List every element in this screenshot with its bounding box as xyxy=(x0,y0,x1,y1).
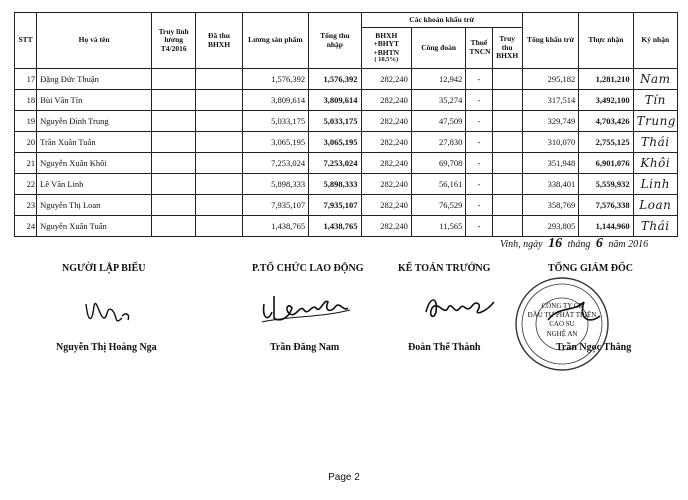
cell-pit: - xyxy=(466,90,492,111)
cell-union-fee: 35,274 xyxy=(411,90,465,111)
cell-signature: Thái xyxy=(633,216,677,237)
header-pit: Thuế TNCN xyxy=(466,28,492,69)
cell-retro-bhxh xyxy=(492,174,522,195)
cell-net-pay: 3,492,100 xyxy=(579,90,633,111)
cell-insurance-paid xyxy=(196,174,242,195)
header-name: Họ và tên xyxy=(37,13,152,69)
table-row xyxy=(15,111,678,132)
cell-total-deduction: 329,749 xyxy=(522,111,578,132)
cell-name: Trần Xuân Tuấn xyxy=(37,132,152,153)
cell-bhxh: 282,240 xyxy=(361,216,411,237)
cell-net-pay: 7,576,338 xyxy=(579,195,633,216)
cell-bhxh: 282,240 xyxy=(361,132,411,153)
date-line xyxy=(500,236,648,252)
cell-bhxh: 282,240 xyxy=(361,153,411,174)
cell-insurance-paid xyxy=(196,132,242,153)
cell-name: Nguyễn Xuân Khôi xyxy=(37,153,152,174)
cell-product-wage: 1,438,765 xyxy=(242,216,308,237)
cell-insurance-paid xyxy=(196,69,242,90)
cell-pit: - xyxy=(466,153,492,174)
cell-union-fee: 47,509 xyxy=(411,111,465,132)
header-bhxh: BHXH +BHYT +BHTN ( 10,5%) xyxy=(361,28,411,69)
cell-signature: Khôi xyxy=(633,153,677,174)
cell-product-wage: 3,065,195 xyxy=(242,132,308,153)
cell-name: Lê Văn Linh xyxy=(37,174,152,195)
cell-retro-bhxh xyxy=(492,195,522,216)
table-row xyxy=(15,132,678,153)
cell-stt: 24 xyxy=(15,216,37,237)
cell-product-wage: 7,253,024 xyxy=(242,153,308,174)
cell-retro-pay xyxy=(152,153,196,174)
cell-net-pay: 1,144,960 xyxy=(579,216,633,237)
cell-total-deduction: 295,182 xyxy=(522,69,578,90)
cell-total-income: 1,438,765 xyxy=(309,216,361,237)
cell-union-fee: 11,565 xyxy=(411,216,465,237)
cell-net-pay: 6,901,076 xyxy=(579,153,633,174)
table-row xyxy=(15,90,678,111)
seal-line-4: NGHỆ AN xyxy=(546,330,578,338)
cell-retro-bhxh xyxy=(492,111,522,132)
header-sign: Ký nhận xyxy=(633,13,677,69)
cell-bhxh: 282,240 xyxy=(361,174,411,195)
union-name: Trần Đăng Nam xyxy=(270,342,340,353)
cell-pit: - xyxy=(466,69,492,90)
header-insurance-paid: Đã thu BHXH xyxy=(196,13,242,69)
cell-retro-pay xyxy=(152,195,196,216)
cell-union-fee: 12,942 xyxy=(411,69,465,90)
cell-product-wage: 7,935,107 xyxy=(242,195,308,216)
cell-retro-pay xyxy=(152,174,196,195)
cell-net-pay: 5,559,932 xyxy=(579,174,633,195)
cell-total-income: 3,809,614 xyxy=(309,90,361,111)
cell-stt: 19 xyxy=(15,111,37,132)
cell-union-fee: 76,529 xyxy=(411,195,465,216)
cell-name: Nguyễn Thị Loan xyxy=(37,195,152,216)
cell-insurance-paid xyxy=(196,111,242,132)
preparer-signature xyxy=(78,292,138,332)
date-place: Vinh, ngày xyxy=(500,239,543,250)
table-row xyxy=(15,216,678,237)
cell-bhxh: 282,240 xyxy=(361,69,411,90)
cell-retro-pay xyxy=(152,216,196,237)
cell-bhxh: 282,240 xyxy=(361,111,411,132)
date-month-label: tháng xyxy=(567,239,591,250)
cell-product-wage: 5,033,175 xyxy=(242,111,308,132)
cell-pit: - xyxy=(466,174,492,195)
cell-stt: 20 xyxy=(15,132,37,153)
cell-bhxh: 282,240 xyxy=(361,195,411,216)
cell-retro-bhxh xyxy=(492,132,522,153)
page-number: Page 2 xyxy=(328,472,360,483)
table-row xyxy=(15,174,678,195)
cell-signature: Linh xyxy=(633,174,677,195)
cell-stt: 22 xyxy=(15,174,37,195)
cell-total-deduction: 317,514 xyxy=(522,90,578,111)
cell-name: Bùi Văn Tín xyxy=(37,90,152,111)
cell-retro-bhxh xyxy=(492,153,522,174)
cell-retro-pay xyxy=(152,90,196,111)
cell-product-wage: 3,809,614 xyxy=(242,90,308,111)
cell-insurance-paid xyxy=(196,216,242,237)
cell-total-deduction: 358,769 xyxy=(522,195,578,216)
table-row xyxy=(15,69,678,90)
director-role: TỔNG GIÁM ĐỐC xyxy=(548,263,633,274)
cell-retro-bhxh xyxy=(492,90,522,111)
cell-name: Đặng Đức Thuận xyxy=(37,69,152,90)
seal-line-2: ĐẦU TƯ PHÁT TRIỂN xyxy=(527,311,597,319)
cell-total-deduction: 293,805 xyxy=(522,216,578,237)
header-retro-pay: Truy lĩnh lương T4/2016 xyxy=(152,13,196,69)
cell-name: Nguyễn Xuân Tuấn xyxy=(37,216,152,237)
header-net-pay: Thực nhận xyxy=(579,13,633,69)
cell-total-income: 7,935,107 xyxy=(309,195,361,216)
cell-pit: - xyxy=(466,216,492,237)
cell-product-wage: 1,576,392 xyxy=(242,69,308,90)
cell-retro-pay xyxy=(152,132,196,153)
preparer-role: NGƯỜI LẬP BIỂU xyxy=(62,263,146,274)
cell-retro-pay xyxy=(152,69,196,90)
cell-total-deduction: 351,948 xyxy=(522,153,578,174)
cell-insurance-paid xyxy=(196,195,242,216)
header-deductions-group: Các khoản khấu trừ xyxy=(361,13,522,28)
cell-union-fee: 69,708 xyxy=(411,153,465,174)
cell-retro-bhxh xyxy=(492,69,522,90)
accountant-name: Đoàn Thế Thành xyxy=(408,342,481,353)
table-row xyxy=(15,195,678,216)
cell-stt: 21 xyxy=(15,153,37,174)
header-union-fee: Công đoàn xyxy=(411,28,465,69)
cell-total-deduction: 310,070 xyxy=(522,132,578,153)
header-total-income: Tổng thu nhập xyxy=(309,13,361,69)
header-bhxh-rate: ( 10,5%) xyxy=(374,57,399,64)
director-name: Trần Ngọc Thắng xyxy=(556,342,632,353)
date-year: năm 2016 xyxy=(608,239,649,250)
cell-signature: Thái xyxy=(633,132,677,153)
header-product-wage: Lương sản phẩm xyxy=(242,13,308,69)
preparer-name: Nguyễn Thị Hoàng Nga xyxy=(56,342,157,353)
date-month: 6 xyxy=(595,236,603,251)
cell-total-income: 3,065,195 xyxy=(309,132,361,153)
cell-union-fee: 56,161 xyxy=(411,174,465,195)
cell-bhxh: 282,240 xyxy=(361,90,411,111)
cell-insurance-paid xyxy=(196,153,242,174)
cell-net-pay: 1,281,210 xyxy=(579,69,633,90)
union-role: P.TỔ CHỨC LAO ĐỘNG xyxy=(252,263,364,274)
union-signature xyxy=(258,288,358,332)
header-total-deduction: Tổng khấu trừ xyxy=(522,13,578,69)
cell-union-fee: 27,830 xyxy=(411,132,465,153)
accountant-role: KẾ TOÁN TRƯỞNG xyxy=(398,263,491,274)
cell-stt: 17 xyxy=(15,69,37,90)
header-retro-bhxh: Truy thu BHXH xyxy=(492,28,522,69)
cell-net-pay: 4,703,426 xyxy=(579,111,633,132)
seal-line-3: CAO SU xyxy=(549,320,575,328)
cell-stt: 18 xyxy=(15,90,37,111)
cell-signature: Tín xyxy=(633,90,677,111)
table-row xyxy=(15,153,678,174)
cell-retro-bhxh xyxy=(492,216,522,237)
cell-insurance-paid xyxy=(196,90,242,111)
cell-retro-pay xyxy=(152,111,196,132)
cell-stt: 23 xyxy=(15,195,37,216)
seal-line-1: CÔNG TY CP xyxy=(541,302,583,310)
cell-total-income: 7,253,024 xyxy=(309,153,361,174)
cell-signature: Loan xyxy=(633,195,677,216)
cell-total-income: 5,898,333 xyxy=(309,174,361,195)
cell-net-pay: 2,755,125 xyxy=(579,132,633,153)
accountant-signature xyxy=(420,290,500,326)
cell-pit: - xyxy=(466,195,492,216)
cell-total-deduction: 338,401 xyxy=(522,174,578,195)
cell-signature: Nam xyxy=(633,69,677,90)
cell-pit: - xyxy=(466,111,492,132)
cell-name: Nguyễn Đình Trung xyxy=(37,111,152,132)
cell-total-income: 1,576,392 xyxy=(309,69,361,90)
date-day: 16 xyxy=(548,236,563,251)
cell-pit: - xyxy=(466,132,492,153)
payroll-table xyxy=(14,12,678,237)
cell-signature: Trung xyxy=(633,111,677,132)
cell-total-income: 5,033,175 xyxy=(309,111,361,132)
cell-product-wage: 5,898,333 xyxy=(242,174,308,195)
header-stt: STT xyxy=(15,13,37,69)
